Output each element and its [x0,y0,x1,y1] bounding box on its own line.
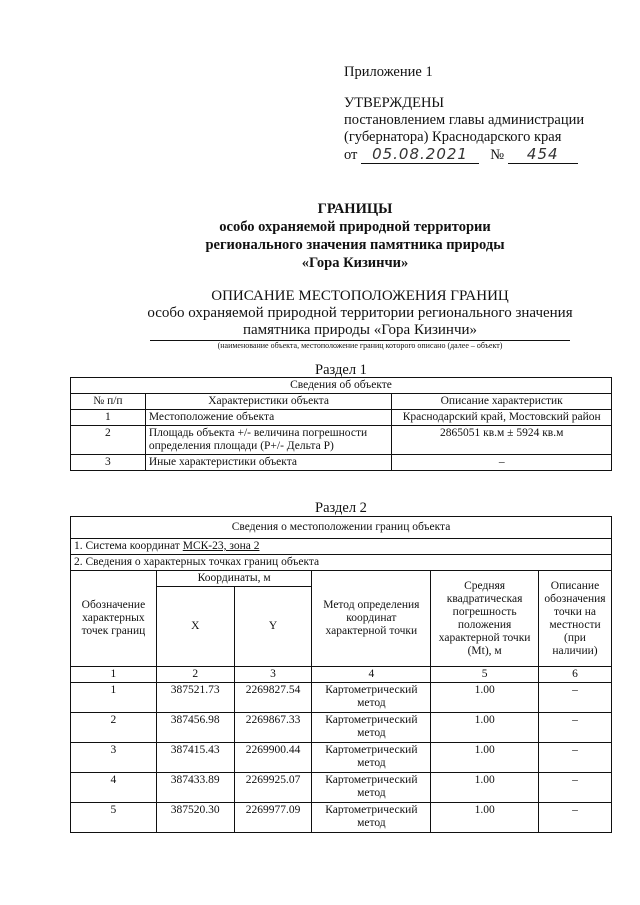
table-header-row [71,394,612,410]
point-method: Картометрический метод [312,803,431,833]
approval-line-2: (губернатора) Краснодарского края [344,129,562,145]
description-line-1: ОПИСАНИЕ МЕСТОПОЛОЖЕНИЯ ГРАНИЦ [211,288,509,304]
table-row [71,773,612,803]
header-coords: Координаты, м [156,571,312,587]
point-method: Картометрический метод [312,743,431,773]
table-row [71,426,612,455]
table-row [71,743,612,773]
point-marking: – [539,713,612,743]
row-characteristic: Местоположение объекта [145,410,392,426]
table-row [71,455,612,471]
point-x: 387520.30 [156,803,234,833]
point-marking: – [539,803,612,833]
object-info-table [70,377,612,471]
header-description: Описание характеристик [392,394,612,410]
point-error: 1.00 [431,683,539,713]
title-line-3: регионального значения памятника природы [205,237,505,253]
table-title-row [71,517,612,539]
point-y: 2269977.09 [234,803,312,833]
number-field [508,146,578,164]
point-id: 1 [71,683,157,713]
point-marking: – [539,773,612,803]
point-method: Картометрический метод [312,683,431,713]
header-y: Y [234,587,312,667]
point-y: 2269827.54 [234,683,312,713]
header-characteristic: Характеристики объекта [145,394,392,410]
header-method: Метод определения координат характерной точки [312,571,431,667]
title-line-2: особо охраняемой природной территории [219,219,491,235]
section-1-title: Раздел 1 [315,362,367,378]
header-marking: Описание обозначения точки на местности (при наличии) [539,571,612,667]
row-characteristic: Иные характеристики объекта [145,455,392,471]
from-label: от [344,147,358,163]
col-number: 6 [539,667,612,683]
point-error: 1.00 [431,803,539,833]
appendix-label: Приложение 1 [344,64,433,80]
row-description: 2865051 кв.м ± 5924 кв.м [392,426,612,455]
point-id: 2 [71,713,157,743]
point-id: 3 [71,743,157,773]
header-error: Средняя квадратическая погрешность положения характерной точки (Mt), м [431,571,539,667]
point-x: 387521.73 [156,683,234,713]
title-line-1: ГРАНИЦЫ [317,201,393,217]
boundary-points-table [70,516,612,833]
point-method: Картометрический метод [312,713,431,743]
table-row [71,803,612,833]
date-field [361,146,479,164]
description-note: (наименование объекта, местоположение границ которого описано (далее – объект) [217,341,503,350]
coord-system [71,539,612,555]
point-y: 2269867.33 [234,713,312,743]
row-characteristic: Площадь объекта +/- величина погрешности определения площади (P+/- Дельта P) [145,426,392,455]
header-designation: Обозначение характерных точек границ [71,571,157,667]
point-x: 387415.43 [156,743,234,773]
approval-block [344,64,634,164]
point-marking: – [539,683,612,713]
point-method: Картометрический метод [312,773,431,803]
points-label-row [71,555,612,571]
handwritten-date: 05.08.2021 [372,145,468,163]
handwritten-number: 454 [526,145,559,163]
row-description: – [392,455,612,471]
point-y: 2269925.07 [234,773,312,803]
coord-system-value: МСК-23, зона 2 [182,540,260,552]
point-error: 1.00 [431,773,539,803]
col-number: 3 [234,667,312,683]
description-line-3: памятника природы «Гора Кизинчи» [242,322,478,338]
col-number: 1 [71,667,157,683]
point-error: 1.00 [431,743,539,773]
col-number: 2 [156,667,234,683]
document-title [150,200,560,272]
col-number: 5 [431,667,539,683]
row-number: 1 [71,410,146,426]
column-number-row [71,667,612,683]
point-x: 387433.89 [156,773,234,803]
table-row [71,410,612,426]
coord-system-label: 1. Система координат [74,540,183,552]
description-block [140,288,580,339]
table-title-row [71,378,612,394]
points-label: 2. Сведения о характерных точках границ объекта [71,555,612,571]
table-row [71,683,612,713]
description-line-2: особо охраняемой природной территории регионального значения [147,305,573,321]
number-label: № [490,147,505,163]
row-description: Краснодарский край, Мостовский район [392,410,612,426]
object-info-title: Сведения об объекте [71,378,612,394]
coord-system-row [71,539,612,555]
point-marking: – [539,743,612,773]
point-id: 5 [71,803,157,833]
point-id: 4 [71,773,157,803]
header-row-1 [71,571,612,587]
boundary-table-title: Сведения о местоположении границ объекта [71,517,612,539]
col-number: 4 [312,667,431,683]
row-number: 2 [71,426,146,455]
header-number: № п/п [71,394,146,410]
point-x: 387456.98 [156,713,234,743]
approved-heading: УТВЕРЖДЕНЫ [344,95,445,111]
point-y: 2269900.44 [234,743,312,773]
point-error: 1.00 [431,713,539,743]
section-2-title: Раздел 2 [315,500,367,516]
title-line-4: «Гора Кизинчи» [301,255,409,271]
header-x: X [156,587,234,667]
row-number: 3 [71,455,146,471]
table-row [71,713,612,743]
approval-line-1: постановлением главы администрации [344,112,585,128]
approval-date-line [344,146,634,164]
